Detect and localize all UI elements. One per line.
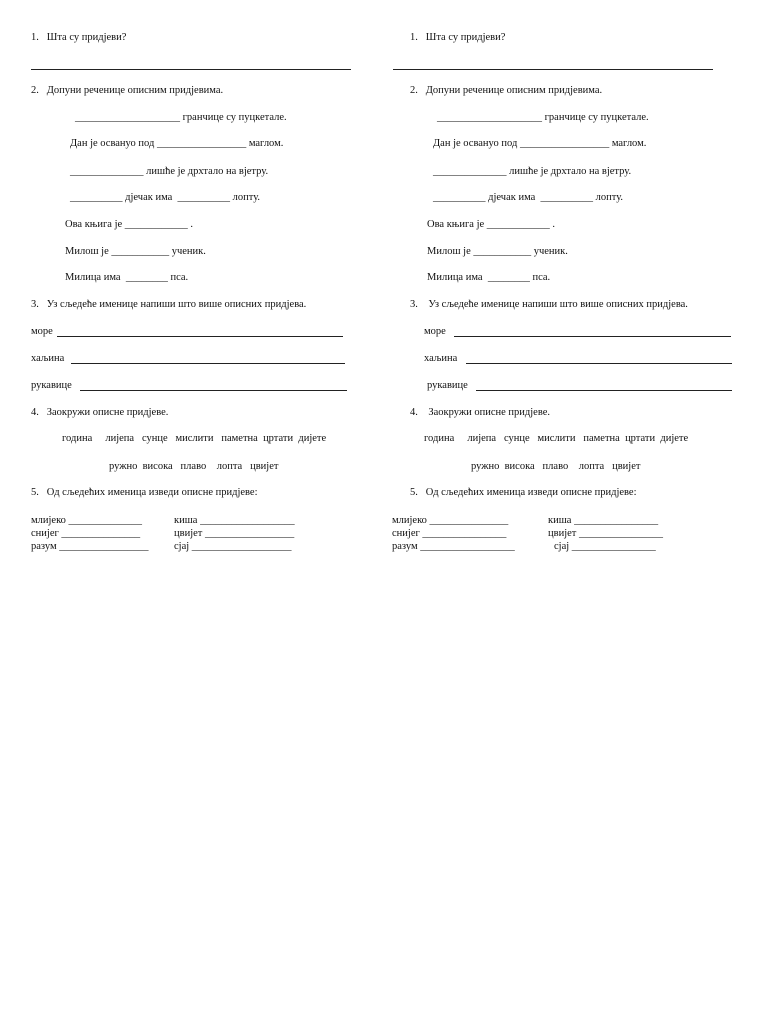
q2-sentence-1: ____________________ гранчице су пуцкетале.: [75, 112, 287, 123]
q2-sentence-2: Дан је освануо под _________________ маглом.: [433, 138, 647, 149]
q2-sentence-5: Ова књига је ____________ .: [65, 219, 194, 230]
q5-right-3: сјај ________________: [554, 541, 656, 552]
q3-answer-line-1: [57, 336, 343, 337]
q3-noun-3: рукавице: [427, 380, 468, 391]
q5-right-2: цвијет ________________: [548, 528, 663, 539]
q4-word-row-1: година лијепа сунце мислити паметна цртати дијете: [62, 433, 327, 444]
q5-right-3: сјај ___________________: [174, 541, 292, 552]
answer-line-q1: [31, 69, 351, 70]
q2-sentence-6: Милош је ___________ ученик.: [65, 246, 206, 257]
q3-answer-line-1: [454, 336, 731, 337]
q2-sentence-1: ____________________ гранчице су пуцкетале.: [437, 112, 649, 123]
q4-word-row-2: ружно висока плаво лопта цвијет: [109, 461, 279, 472]
question-5: 5. Од сљедећих именица изведи описне придјеве:: [31, 487, 258, 498]
question-3: 3. Уз сљедеће именице напиши што више описних придјева.: [410, 299, 688, 310]
question-3: 3. Уз сљедеће именице напиши што више описних придјева.: [31, 299, 307, 310]
q3-answer-line-3: [80, 390, 347, 391]
q5-left-3: разум __________________: [392, 541, 515, 552]
q3-noun-2: хаљина: [424, 353, 458, 364]
question-2: 2. Допуни реченице описним придјевима.: [31, 85, 224, 96]
q2-sentence-5: Ова књига је ____________ .: [427, 219, 556, 230]
q3-noun-1: море: [31, 326, 53, 337]
q3-answer-line-3: [476, 390, 732, 391]
q2-sentence-4: __________ дјечак има __________ лопту.: [433, 192, 624, 203]
q5-left-2: снијег _______________: [31, 528, 141, 539]
question-4: 4. Заокружи описне придјеве.: [410, 407, 551, 418]
worksheet-right: [362, 0, 746, 1024]
q3-noun-1: море: [424, 326, 446, 337]
q4-word-row-2: ружно висока плаво лопта цвијет: [471, 461, 641, 472]
q5-left-2: снијег ________________: [392, 528, 507, 539]
q2-sentence-7: Милица има ________ пса.: [65, 272, 189, 283]
question-5: 5. Од сљедећих именица изведи описне придјеве:: [410, 487, 637, 498]
q2-sentence-3: ______________ лишће је дрхтало на вјетру.: [70, 166, 269, 177]
q2-sentence-7: Милица има ________ пса.: [427, 272, 551, 283]
q2-sentence-4: __________ дјечак има __________ лопту.: [70, 192, 261, 203]
q2-sentence-2: Дан је освануо под _________________ маглом.: [70, 138, 284, 149]
question-4: 4. Заокружи описне придјеве.: [31, 407, 169, 418]
q3-noun-3: рукавице: [31, 380, 72, 391]
q3-answer-line-2: [466, 363, 732, 364]
question-2: 2. Допуни реченице описним придјевима.: [410, 85, 603, 96]
q5-left-1: млијеко ______________: [31, 515, 143, 526]
question-1: 1. Шта су придјеви?: [410, 32, 506, 43]
q2-sentence-6: Милош је ___________ ученик.: [427, 246, 568, 257]
q4-word-row-1: година лијепа сунце мислити паметна цртати дијете: [424, 433, 689, 444]
q2-sentence-3: ______________ лишће је дрхтало на вјетру.: [433, 166, 632, 177]
answer-line-q1: [393, 69, 713, 70]
question-1: 1. Шта су придјеви?: [31, 32, 127, 43]
q5-left-1: млијеко _______________: [392, 515, 509, 526]
q3-answer-line-2: [71, 363, 345, 364]
q5-right-1: киша ________________: [548, 515, 659, 526]
q5-right-2: цвијет _________________: [174, 528, 295, 539]
q5-right-1: киша __________________: [174, 515, 295, 526]
q3-noun-2: хаљина: [31, 353, 65, 364]
q5-left-3: разум _________________: [31, 541, 149, 552]
